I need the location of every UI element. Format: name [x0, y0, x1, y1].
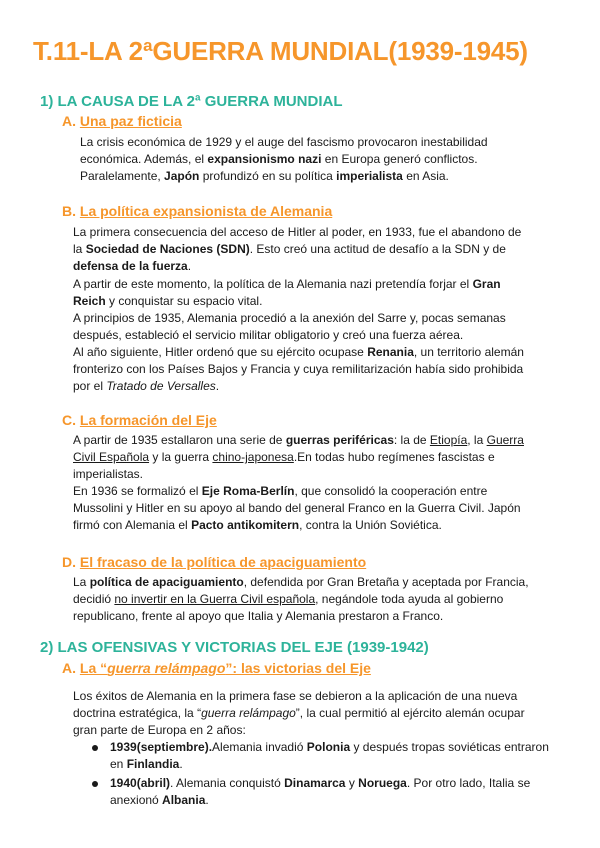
subsection-letter: A.	[62, 113, 80, 129]
section-1-heading: 1) LA CAUSA DE LA 2ª GUERRA MUNDIAL	[40, 93, 343, 110]
list-item: 1939(septiembre).Alemania invadió Polonia y después tropas soviéticas entraron en Finlandia.	[92, 739, 562, 773]
subsection-title: Una paz ficticia	[79, 113, 182, 129]
subsection-2a-heading	[62, 660, 371, 676]
paragraph-1d: La política de apaciguamiento, defendida por Gran Bretaña y aceptada por Francia, decidió no invertir en la Guerra Civil española, negándole toda ayuda al gobierno republicano, frente al apoyo que Italia y Alemania prestaron a Franco.	[73, 575, 529, 623]
subsection-1d-heading	[62, 554, 366, 570]
subsection-1c-heading	[62, 412, 217, 428]
subsection-letter: D.	[62, 554, 80, 570]
subsection-title: La formación del Eje	[79, 412, 217, 428]
subsection-letter: A.	[62, 660, 80, 676]
bullet-list	[92, 739, 562, 811]
paragraph-1c-1: A partir de 1935 estallaron una serie de guerras periféricas: la de Etiopía, la Guerra Civil Española y la guerra chino-japonesa.En todas hubo regímenes fascistas e imperialistas.	[73, 433, 524, 481]
page-title: T.11-LA 2ªGUERRA MUNDIAL(1939-1945)	[33, 36, 528, 66]
list-item: 1940(abril). Alemania conquistó Dinamarca y Noruega. Por otro lado, Italia se anexionó Albania.	[92, 775, 562, 809]
paragraph-1a: La crisis económica de 1929 y el auge del fascismo provocaron inestabilidad económica. Además, el expansionismo nazi en Europa generó conflictos. Paralelamente, Japón profundizó en su política imperialista en Asia.	[80, 135, 488, 183]
subsection-1a-heading	[62, 113, 182, 129]
paragraph-2a: Los éxitos de Alemania en la primera fase se debieron a la aplicación de una nueva doctrina estratégica, la “guerra relámpago”, la cual permitió al ejército alemán ocupar gran parte de Europa en 2 años:	[73, 689, 525, 737]
bullet-icon	[92, 745, 98, 751]
subsection-title: La “guerra relámpago”: las victorias del Eje	[79, 660, 371, 676]
section-2-heading: 2) LAS OFENSIVAS Y VICTORIAS DEL EJE (1939-1942)	[40, 639, 429, 656]
subsection-title: El fracaso de la política de apaciguamiento	[79, 554, 367, 570]
paragraph-1b-3: A principios de 1935, Alemania procedió a la anexión del Sarre y, pocas semanas después, estableció el servicio militar obligatorio y creó una fuerza aérea.	[73, 311, 506, 342]
subsection-1b-heading	[62, 203, 332, 219]
paragraph-1c-2: En 1936 se formalizó el Eje Roma-Berlín, que consolidó la cooperación entre Mussolini y Hitler en su apoyo al bando del general Franco en la Guerra Civil. Japón firmó con Alemania el Pacto antikomitern, contra la Unión Soviética.	[73, 484, 521, 532]
subsection-letter: B.	[62, 203, 80, 219]
paragraph-1b-1: La primera consecuencia del acceso de Hitler al poder, en 1933, fue el abandono de la Sociedad de Naciones (SDN). Esto creó una actitud de desafío a la SDN y de defensa de la fuerza.	[73, 225, 522, 273]
paragraph-1b-4: Al año siguiente, Hitler ordenó que su ejército ocupase Renania, un territorio alemán fronterizo con los Países Bajos y Francia y cuya remilitarización había sido prohibida por el Tratado de Versalles.	[73, 345, 524, 393]
subsection-letter: C.	[62, 412, 80, 428]
subsection-title: La política expansionista de Alemania	[79, 203, 333, 219]
paragraph-1b-2: A partir de este momento, la política de la Alemania nazi pretendía forjar el Gran Reich y conquistar su espacio vital.	[73, 277, 501, 308]
bullet-icon	[92, 781, 98, 787]
